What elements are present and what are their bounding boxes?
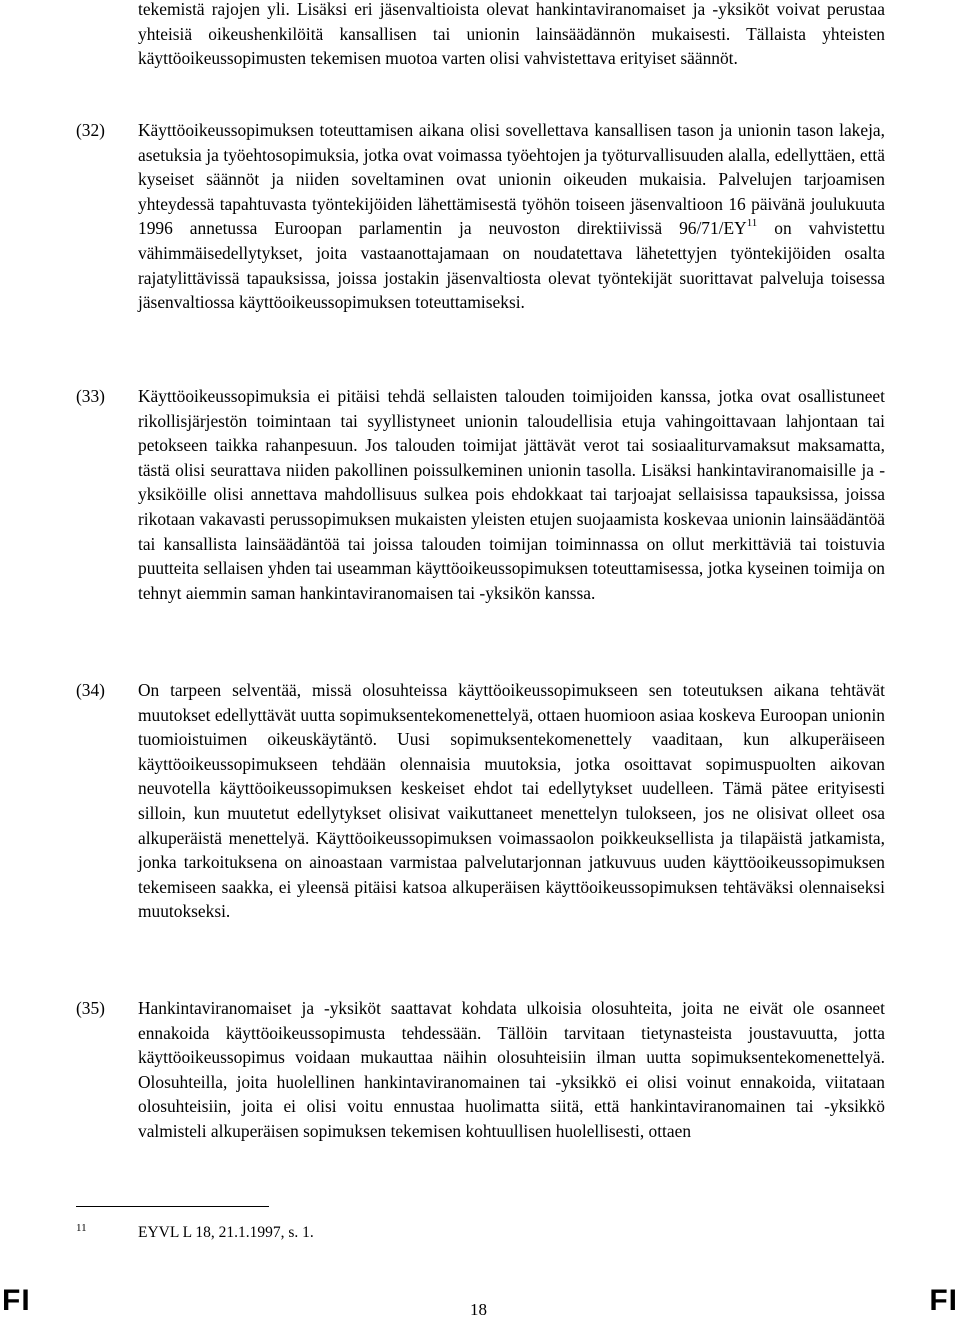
paragraph-number-32: (32) bbox=[76, 120, 105, 140]
paragraph-34: On tarpeen selventää, missä olosuhteissa käyttöoikeussopimukseen sen toteutuksen aikana tehtävät muutokset edellyttävät uutta sopimuksentekomenettelyä, ottaen huomioon asiaa koskeva Euroopan unionin tuomioistuimen oikeuskäytäntö. Uusi sopimuksentekomenettely vaaditaan, kun alkuperäiseen käyttöoikeussopimukseen tehdään olennaisia muutoksia, jotka osoittavat sopimuspuolten aikovan neuvotella käyttöoikeussopimuksen keskeiset ehdot tai edellytykset uudelleen. Tämä pätee erityisesti silloin, kun muutetut edellytykset olisivat vaikuttaneet menettelyn tulokseen, jos ne olisivat olleet osa alkuperäistä menettelyä. Käyttöoikeussopimuksen voimassaolon poikkeuksellista ja tilapäistä jatkamista, jonka tarkoituksena on ainoastaan varmistaa palvelutarjonnan jatkuvuus uuden käyttöoikeussopimuksen tekemiseen saakka, ei yleensä pitäisi katsoa alkuperäisen käyttöoikeussopimuksen tehtäväksi olennaiseksi muutokseksi. bbox=[138, 680, 885, 922]
paragraph-32 bbox=[138, 118, 885, 315]
paragraph-32-text-continued: on vahvistettu vähimmäisedellytykset, joita vastaanottajamaan on noudatettava lähetettyjen työntekijöiden osalta rajatylittävissä tapauksissa, joissa jostakin jäsenvaltiosta olevat työntekijät suorittavat palveluja toisessa jäsenvaltiossa käyttöoikeussopimuksen toteuttamiseksi. bbox=[138, 218, 885, 313]
page-number: 18 bbox=[470, 1300, 487, 1319]
footnote-reference[interactable]: 11 bbox=[746, 216, 758, 229]
paragraph-number-35: (35) bbox=[76, 998, 105, 1018]
paragraph-35: Hankintaviranomaiset ja -yksiköt saattavat kohdata ulkoisia olosuhteita, joita ne eivät ole osanneet ennakoida käyttöoikeussopimusta tehdessään. Tällöin tarvitaan tietynasteista joustavuutta, jotta käyttöoikeussopimus voidaan mukauttaa näihin olosuhteisiin ilman uutta sopimuksentekomenettelyä. Olosuhteilla, joita huolellinen hankintaviranomainen tai -yksikkö ei olisi voinut ennakoida, viitataan olosuhteisiin, joita ei olisi voitu ennustaa huolimatta siitä, että hankintaviranomainen tai -yksikkö valmisteli alkuperäisen sopimuksen tekemisen kohtuullisen huolellisesti, ottaen bbox=[138, 998, 885, 1141]
footer-language-right: FI bbox=[929, 1284, 958, 1317]
footnote-text: EYVL L 18, 21.1.1997, s. 1. bbox=[138, 1224, 314, 1241]
intro-paragraph: tekemistä rajojen yli. Lisäksi eri jäsenvaltioista olevat hankintaviranomaiset ja -yksiköt voivat perustaa yhteisiä oikeushenkilöitä kansallisen tai unionin lainsäädännön mukaisesti. Tällaista yhteisten käyttöoikeussopimusten tekemisen muotoa varten olisi vahvistettava erityiset säännöt. bbox=[138, 0, 885, 69]
paragraph-32-text: Käyttöoikeussopimuksen toteuttamisen aikana olisi sovellettava kansallisen tason ja unionin tason lakeja, asetuksia ja työehtosopimuksia, jotka ovat voimassa työehtojen ja työturvallisuuden alalla, edellyttäen, että kyseiset säännöt ja niiden soveltaminen ovat unionin oikeuden mukaisia. Palvelujen tarjoamisen yhteydessä tapahtuvasta työntekijöiden lähettämisestä työhön toiseen jäsenvaltioon 16 päivänä joulukuuta 1996 annetussa Euroopan parlamentin ja neuvoston direktiivissä 96/71/EY bbox=[138, 120, 885, 239]
paragraph-number-33: (33) bbox=[76, 386, 105, 406]
footnote-number: 11 bbox=[76, 1222, 87, 1234]
footer-language-left: FI bbox=[2, 1284, 31, 1317]
paragraph-number-34: (34) bbox=[76, 680, 105, 700]
paragraph-33: Käyttöoikeussopimuksia ei pitäisi tehdä sellaisten talouden toimijoiden kanssa, jotka ovat osallistuneet rikollisjärjestön toimintaan tai syyllistyneet unionin taloudellisia etuja vahingoittavaan lahjontaan tai petokseen taikka rahanpesuun. Jos talouden toimijat jättävät verot tai sosiaaliturvamaksut maksamatta, tästä olisi seurattava niiden pakollinen poissulkeminen unionin tasolla. Lisäksi hankintaviranomaisille ja -yksiköille olisi annettava mahdollisuus sulkea pois ehdokkaat tai tarjoajat sellaisissa tapauksissa, joissa rikotaan vakavasti perussopimuksen mukaisten yleisten etujen suojaamista koskevaa unionin lainsäädäntöä tai kansallista lainsäädäntöä tai joissa talouden toimijan toiminnassa on ollut merkittäviä tai toistuvia puutteita sellaisen yhden tai useamman käyttöoikeussopimuksen toteuttamisessa, jotka kyseinen toimija on tehnyt aiemmin saman hankintaviranomaisen tai -yksikön kanssa. bbox=[138, 386, 885, 603]
footnote-separator bbox=[76, 1206, 269, 1207]
